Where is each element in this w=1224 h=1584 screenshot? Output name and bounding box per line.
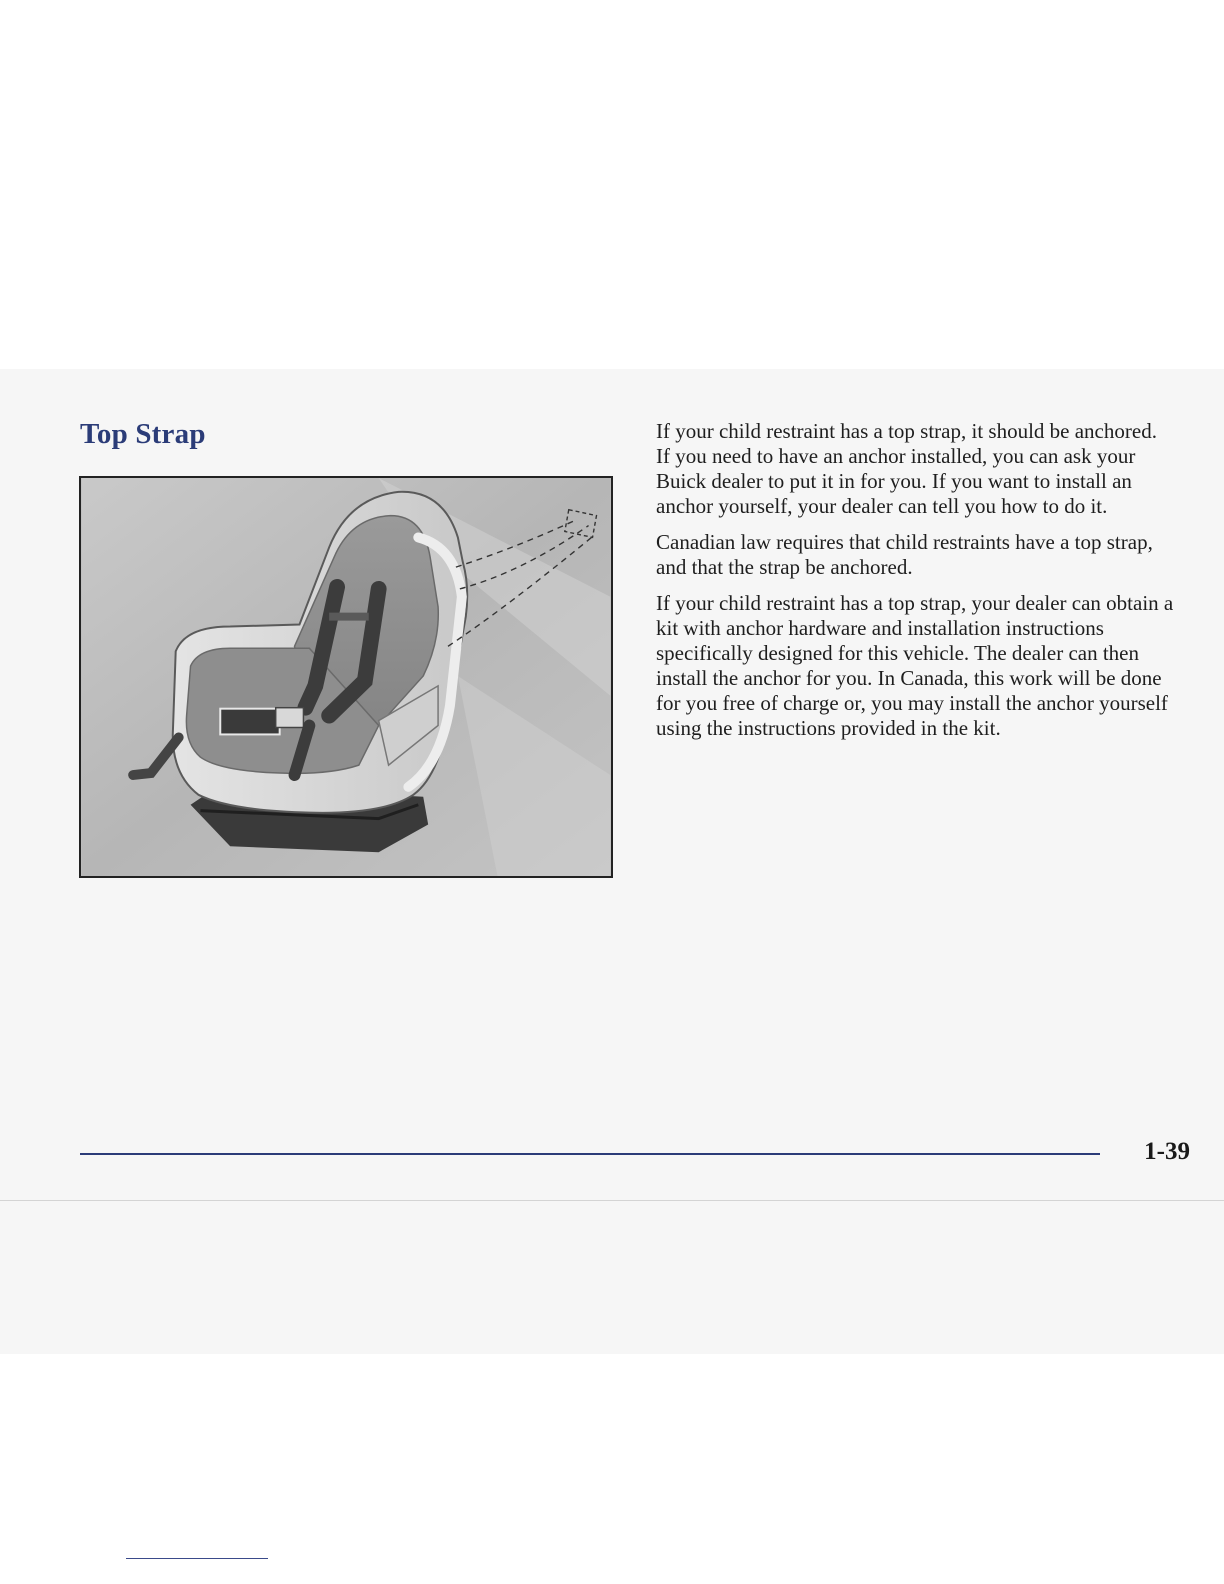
page-number: 1-39 <box>1144 1138 1190 1165</box>
paragraph: Canadian law requires that child restraints have a top strap, and that the strap be anchored. <box>656 530 1153 579</box>
body-text <box>656 419 1176 752</box>
child-seat-drawing <box>81 478 611 876</box>
paragraph: If your child restraint has a top strap, it should be anchored. If you need to have an anchor installed, you can ask your Buick dealer to put it in for you. If you want to install an anchor yourself, your dealer can tell you how to do it. <box>656 419 1157 518</box>
footnote-rule <box>126 1558 268 1559</box>
child-seat-illustration <box>79 476 613 878</box>
scan-edge-line <box>0 1200 1224 1201</box>
footer-rule <box>80 1153 1100 1155</box>
section-title: Top Strap <box>80 418 206 450</box>
paragraph: If your child restraint has a top strap, your dealer can obtain a kit with anchor hardware and installation instructions specifically designed for this vehicle. The dealer can then install the anchor for you. In Canada, this work will be done for you free of charge or, you may install the anchor yourself using the instructions provided in the kit. <box>656 591 1174 740</box>
